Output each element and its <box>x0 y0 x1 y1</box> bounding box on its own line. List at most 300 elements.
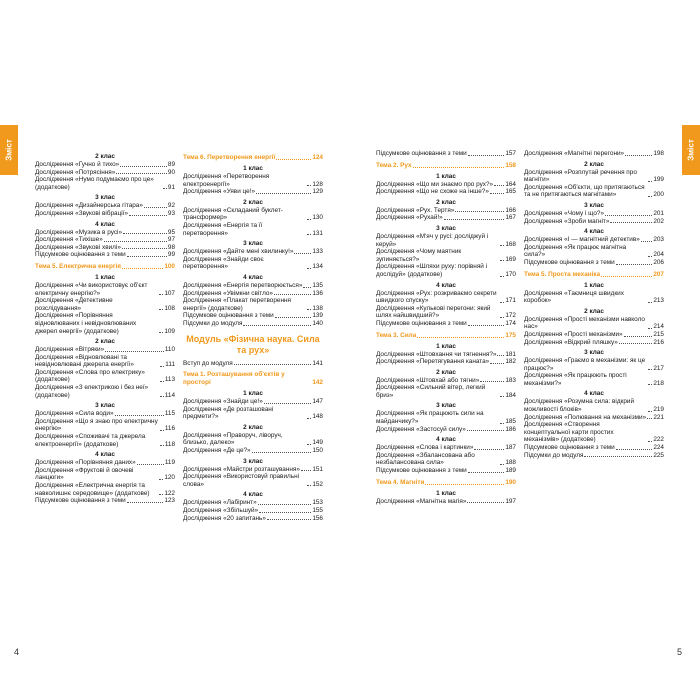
dot-leader <box>129 215 167 216</box>
dot-leader <box>601 276 652 277</box>
dot-leader <box>500 260 504 261</box>
right-page <box>350 0 700 700</box>
grade-heading: 2 клас <box>95 338 115 346</box>
entry-title: Дослідження «Вітряки» <box>35 346 105 354</box>
entry-page-number: 157 <box>505 150 516 157</box>
entry-page-number: 114 <box>164 391 175 399</box>
entry-title: Дослідження «Рух. Тертя» <box>376 206 455 214</box>
entry-page-number: 90 <box>167 168 175 176</box>
entry-title: Дослідження «Де це?» <box>183 447 251 455</box>
dot-leader <box>648 181 652 182</box>
dot-leader <box>307 309 311 310</box>
grade-heading: 4 клас <box>584 390 604 398</box>
entry-page-number: 158 <box>505 161 516 169</box>
dot-leader <box>648 411 652 412</box>
entry-title: Дослідження «Збалансована або незбалансована сила» <box>376 451 475 467</box>
toc-entry[interactable] <box>524 452 664 460</box>
entry-title: Дослідження «Чому і що?» <box>524 209 604 217</box>
dot-leader <box>624 336 653 337</box>
entry-page-number: 188 <box>505 459 516 467</box>
entry-page-number: 168 <box>505 240 516 248</box>
entry-page-number: 183 <box>505 376 516 384</box>
dot-leader <box>243 325 311 326</box>
entry-page-number: 203 <box>653 236 664 244</box>
topic-entry[interactable] <box>376 479 516 487</box>
toc-entry[interactable] <box>524 218 664 226</box>
toc-column-3 <box>376 150 516 505</box>
dot-leader <box>616 264 653 265</box>
grade-heading: 4 клас <box>243 273 263 281</box>
grade-heading: 3 клас <box>95 194 115 202</box>
dot-leader <box>500 302 504 303</box>
toc-entry[interactable] <box>524 169 664 184</box>
dot-leader <box>160 396 164 397</box>
toc-entry[interactable] <box>183 282 323 290</box>
entry-title: Дослідження «Праворуч, ліворуч, близько, далеко» <box>183 431 283 447</box>
entry-page-number: 152 <box>312 480 323 488</box>
entry-page-number: 184 <box>505 391 516 399</box>
grade-heading: 3 клас <box>95 402 115 410</box>
toc-entry[interactable] <box>35 418 175 433</box>
toc-entry[interactable] <box>35 459 175 467</box>
dot-leader <box>494 185 504 186</box>
grade-heading: 3 клас <box>243 240 263 248</box>
toc-entry[interactable] <box>35 467 175 482</box>
toc-entry[interactable] <box>524 290 664 305</box>
toc-entry[interactable] <box>524 236 664 244</box>
toc-entry[interactable] <box>183 360 323 368</box>
grade-heading: 3 клас <box>436 224 456 232</box>
grade-heading: 2 клас <box>436 198 456 206</box>
dot-leader <box>294 253 311 254</box>
entry-page-number: 136 <box>312 289 323 297</box>
entry-title: Підсумкове оцінювання з теми <box>376 467 467 475</box>
entry-page-number: 200 <box>653 191 664 199</box>
dot-leader <box>120 166 167 167</box>
toc-entry[interactable] <box>376 248 516 263</box>
entry-title: Дослідження «Порівняння даних» <box>35 459 136 467</box>
dot-leader <box>625 155 652 156</box>
toc-entry[interactable] <box>183 507 323 515</box>
toc-column-4 <box>524 150 664 459</box>
dot-leader <box>605 215 652 216</box>
entry-title: Дослідження «Уяви це!» <box>183 188 256 196</box>
entry-title: Дослідження «Увімкни світло» <box>183 289 273 297</box>
toc-entry[interactable] <box>376 263 516 278</box>
entry-page-number: 118 <box>164 440 175 448</box>
toc-entry[interactable] <box>376 444 516 452</box>
toc-entry[interactable] <box>524 398 664 413</box>
grade-heading: 3 клас <box>584 349 604 357</box>
toc-entry[interactable] <box>35 210 175 218</box>
dot-leader <box>647 418 652 419</box>
toc-entry[interactable] <box>524 150 664 158</box>
toc-entry[interactable] <box>35 202 175 210</box>
toc-entry[interactable] <box>183 290 323 298</box>
topic-entry[interactable] <box>376 332 516 340</box>
toc-entry[interactable] <box>35 346 175 354</box>
toc-entry[interactable] <box>376 290 516 305</box>
entry-page-number: 218 <box>653 379 664 387</box>
entry-page-number: 97 <box>167 236 175 244</box>
entry-title: Дослідження «Тихіше» <box>35 236 103 244</box>
toc-entry[interactable] <box>524 357 664 372</box>
entry-title: Дослідження «Дайте мені хвилинку!» <box>183 248 294 256</box>
dot-leader <box>274 294 311 295</box>
toc-entry[interactable] <box>183 248 323 256</box>
entry-title: Дослідження «Гучно й тихо» <box>35 161 120 168</box>
entry-title: Дослідження «Перетягування каната» <box>376 358 490 366</box>
entry-title: Дослідження «20 запитань» <box>183 514 266 522</box>
contents-tab-label: Зміст <box>686 139 696 161</box>
entry-title: Дослідження «Збільшуй» <box>183 507 259 515</box>
entry-page-number: 167 <box>505 214 516 222</box>
dot-leader <box>259 512 311 513</box>
entry-page-number: 138 <box>312 304 323 312</box>
entry-page-number: 128 <box>312 180 323 188</box>
toc-entry[interactable] <box>183 222 323 237</box>
topic-entry[interactable] <box>183 154 323 162</box>
entry-page-number: 116 <box>164 425 175 433</box>
grade-heading: 1 клас <box>584 281 604 289</box>
page-number-right: 5 <box>676 647 682 657</box>
entry-page-number: 141 <box>312 359 323 367</box>
entry-title: Дослідження «Що ми знаємо про рух?» <box>376 180 494 188</box>
toc-entry[interactable] <box>524 244 664 259</box>
grade-heading: 1 клас <box>95 273 115 281</box>
entry-title: Дослідження «Як працює магнітна сила?» <box>524 243 627 259</box>
toc-entry[interactable] <box>35 161 175 169</box>
entry-page-number: 124 <box>312 154 323 161</box>
grade-heading: 1 клас <box>436 172 456 180</box>
dot-leader <box>468 325 505 326</box>
dot-leader <box>252 452 312 453</box>
entry-title: Дослідження «Чи використовує об'єкт електричну енергію?» <box>35 281 148 297</box>
entry-page-number: 221 <box>653 413 664 421</box>
dot-leader <box>159 332 163 333</box>
entry-page-number: 155 <box>312 507 323 515</box>
entry-title: Дослідження «Електрична енергія та навколишнє середовище» (додаткове) <box>35 482 150 497</box>
topic-entry[interactable] <box>524 271 664 279</box>
toc-entry[interactable] <box>524 444 664 452</box>
entry-page-number: 224 <box>653 444 664 452</box>
entry-title: Дослідження «Штовхання чи тягнення?» <box>376 350 497 358</box>
toc-entry[interactable] <box>524 372 664 387</box>
dot-leader <box>123 233 167 234</box>
grade-heading: 1 клас <box>243 390 263 398</box>
entry-title: Підсумкове оцінювання з теми <box>376 319 467 327</box>
dot-leader <box>301 470 311 471</box>
entry-page-number: 133 <box>312 248 323 256</box>
dot-leader <box>303 287 311 288</box>
entry-page-number: 187 <box>505 444 516 452</box>
entry-title: Дослідження «Споживачі та джерела електроенергії» (додаткове) <box>35 433 146 448</box>
toc-entry[interactable] <box>35 236 175 244</box>
entry-title: Дослідження «Плакат перетворення енергії» (додаткове) <box>183 297 291 312</box>
toc-entry[interactable] <box>183 256 323 271</box>
toc-entry[interactable] <box>183 320 323 328</box>
dot-leader <box>500 423 504 424</box>
entry-page-number: 166 <box>505 206 516 214</box>
entry-page-number: 120 <box>164 474 175 482</box>
dot-leader <box>641 241 653 242</box>
toc-entry[interactable] <box>524 331 664 339</box>
dot-leader <box>307 234 311 235</box>
toc-entry[interactable] <box>35 482 175 497</box>
grade-heading: 4 клас <box>95 220 115 228</box>
dot-leader <box>474 449 504 450</box>
toc-entry[interactable] <box>35 433 175 448</box>
entry-title: Тема 6. Перетворення енергії <box>183 154 276 161</box>
toc-entry[interactable] <box>376 358 516 366</box>
grade-heading: 4 клас <box>436 436 456 444</box>
grade-heading: 2 клас <box>243 198 263 206</box>
grade-heading: 4 клас <box>95 451 115 459</box>
toc-entry[interactable] <box>376 410 516 425</box>
dot-leader <box>497 355 504 356</box>
dot-leader <box>144 207 167 208</box>
entry-title: Дослідження «Енергія та її перетворення» <box>183 221 263 237</box>
dot-leader <box>648 384 652 385</box>
entry-title: Підсумки до модуля <box>524 451 584 459</box>
entry-title: Дослідження «Відновлювані та невідновлювані джерела енергії» <box>35 353 134 369</box>
grade-heading: 2 клас <box>584 307 604 315</box>
grade-heading: 3 клас <box>243 457 263 465</box>
entry-page-number: 150 <box>312 447 323 455</box>
entry-title: Дослідження «Створення концептуальної карти простих механізмів» (додаткове) <box>524 421 614 444</box>
entry-page-number: 140 <box>312 319 323 327</box>
entry-page-number: 107 <box>164 289 175 297</box>
toc-entry[interactable] <box>183 297 323 312</box>
toc-entry[interactable] <box>183 398 323 406</box>
entry-page-number: 110 <box>164 346 175 354</box>
entry-title: Дослідження «Полювання на механізми» <box>524 413 647 421</box>
toc-entry[interactable] <box>35 282 175 297</box>
toc-entry[interactable] <box>35 297 175 312</box>
dot-leader <box>500 276 504 277</box>
toc-entry[interactable] <box>376 233 516 248</box>
toc-entry[interactable] <box>376 188 516 196</box>
grade-heading: 2 клас <box>95 153 115 160</box>
entry-title: Підсумкове оцінювання з теми <box>35 497 126 505</box>
toc-entry[interactable] <box>376 498 516 506</box>
toc-entry[interactable] <box>183 515 323 523</box>
dot-leader <box>616 449 653 450</box>
grade-heading: 2 клас <box>436 368 456 376</box>
dot-leader <box>648 196 652 197</box>
entry-page-number: 206 <box>653 258 664 266</box>
toc-entry[interactable] <box>524 339 664 347</box>
dot-leader <box>490 193 504 194</box>
contents-tab-right <box>682 125 700 175</box>
toc-entry[interactable] <box>376 452 516 467</box>
grade-heading: 2 клас <box>584 160 604 168</box>
dot-leader <box>276 159 311 160</box>
toc-entry[interactable] <box>35 354 175 369</box>
entry-title: Дослідження «Що не схоже на інше?» <box>376 188 489 196</box>
toc-entry[interactable] <box>376 214 516 222</box>
entry-title: Дослідження «Як працюють прості механізми?» <box>524 372 627 387</box>
dot-leader <box>264 403 312 404</box>
entry-title: Дослідження «Складаний буклет-трансформер» <box>183 206 283 222</box>
entry-page-number: 99 <box>167 251 175 259</box>
toc-entry[interactable] <box>35 384 175 399</box>
entry-page-number: 91 <box>167 183 175 191</box>
grade-heading: 4 клас <box>584 228 604 236</box>
contents-tab-left <box>0 125 18 175</box>
dot-leader <box>480 381 504 382</box>
dot-leader <box>500 317 504 318</box>
entry-page-number: 170 <box>505 270 516 278</box>
entry-title: Дослідження «Таємниця швидких коробок» <box>524 289 624 305</box>
dot-leader <box>275 317 312 318</box>
entry-page-number: 225 <box>653 451 664 459</box>
entry-page-number: 147 <box>312 398 323 406</box>
toc-entry[interactable] <box>524 421 664 444</box>
entry-title: Дослідження «Магнітні перегони» <box>524 150 625 157</box>
dot-leader <box>307 185 311 186</box>
toc-entry[interactable] <box>35 176 175 191</box>
toc-entry[interactable] <box>524 316 664 331</box>
entry-title: Дослідження «Рух: розкриваємо секрети швидкого спуску» <box>376 289 497 305</box>
entry-title: Дослідження «Шляхи руху: порівняй і дослідуй» (додаткове) <box>376 263 488 278</box>
topic-entry[interactable] <box>183 371 323 387</box>
dot-leader <box>159 294 163 295</box>
entry-page-number: 148 <box>312 413 323 421</box>
toc-entry[interactable] <box>376 305 516 320</box>
dot-leader <box>417 337 504 338</box>
entry-title: Дослідження «Дизайнерська гітара» <box>35 202 143 210</box>
entry-page-number: 122 <box>164 489 175 497</box>
entry-page-number: 134 <box>312 263 323 271</box>
toc-entry[interactable] <box>376 351 516 359</box>
toc-entry[interactable] <box>183 499 323 507</box>
entry-page-number: 172 <box>505 312 516 320</box>
toc-entry[interactable] <box>524 259 664 267</box>
entry-page-number: 189 <box>505 467 516 475</box>
toc-column-2 <box>183 150 323 522</box>
entry-page-number: 185 <box>505 418 516 426</box>
toc-entry[interactable] <box>35 312 175 335</box>
toc-entry[interactable] <box>183 406 323 421</box>
contents-tab-label: Зміст <box>4 139 14 161</box>
toc-entry[interactable] <box>183 312 323 320</box>
toc-entry[interactable] <box>183 473 323 488</box>
entry-title: Дослідження «Що я знаю про електричну енергію» <box>35 417 158 433</box>
toc-entry[interactable] <box>35 497 175 505</box>
dot-leader <box>648 256 652 257</box>
grade-heading: 1 клас <box>436 342 456 350</box>
toc-entry[interactable] <box>183 173 323 188</box>
dot-leader <box>267 519 311 520</box>
entry-page-number: 165 <box>505 188 516 196</box>
entry-page-number: 115 <box>164 410 175 418</box>
entry-page-number: 171 <box>505 297 516 305</box>
entry-title: Дослідження «Майстри розташування» <box>183 465 300 473</box>
entry-title: Дослідження «Об'єкти, що притягаються та не притягаються магнітами» <box>524 183 645 199</box>
toc-entry[interactable] <box>35 369 175 384</box>
entry-page-number: 217 <box>653 364 664 372</box>
entry-title: Тема 2. Рух <box>376 161 412 169</box>
entry-title: Дослідження «Застосуй силу» <box>376 425 466 433</box>
entry-page-number: 92 <box>167 202 175 210</box>
entry-page-number: 190 <box>505 478 516 486</box>
entry-page-number: 202 <box>653 217 664 225</box>
entry-page-number: 222 <box>653 436 664 444</box>
entry-page-number: 119 <box>164 459 175 467</box>
grade-heading: 3 клас <box>584 201 604 209</box>
entry-title: Підсумкове оцінювання з теми <box>376 150 467 157</box>
toc-entry[interactable] <box>376 150 516 158</box>
entry-title: Дослідження «Магнітна магія» <box>376 497 467 505</box>
entry-title: Дослідження «Енергія перетворюється» <box>183 281 303 289</box>
entry-page-number: 142 <box>312 379 323 387</box>
grade-heading: 2 клас <box>243 423 263 431</box>
entry-page-number: 197 <box>505 497 516 505</box>
toc-entry[interactable] <box>376 384 516 399</box>
toc-entry[interactable] <box>183 432 323 447</box>
entry-page-number: 135 <box>312 281 323 289</box>
entry-title: Підсумкове оцінювання з теми <box>524 258 615 266</box>
toc-entry[interactable] <box>376 467 516 475</box>
entry-page-number: 204 <box>653 251 664 259</box>
dot-leader <box>413 167 505 168</box>
toc-entry[interactable] <box>524 184 664 199</box>
toc-entry[interactable] <box>35 410 175 418</box>
dot-leader <box>159 479 163 480</box>
toc-entry[interactable] <box>376 426 516 434</box>
entry-page-number: 214 <box>653 323 664 331</box>
toc-entry[interactable] <box>376 320 516 328</box>
entry-page-number: 100 <box>164 262 175 270</box>
topic-entry[interactable] <box>35 263 175 271</box>
entry-page-number: 219 <box>653 406 664 414</box>
dot-leader <box>467 502 504 503</box>
entry-title: Дослідження «Кулькові перегони: який шлях найшвидший?» <box>376 304 491 320</box>
entry-title: Дослідження «Слова про електрику» (додаткове) <box>35 368 145 384</box>
toc-entry[interactable] <box>524 210 664 218</box>
entry-title: Дослідження «Слова і картинки» <box>376 444 474 452</box>
entry-title: Дослідження «Граємо в механізми: як це працює?» <box>524 357 646 372</box>
entry-page-number: 129 <box>312 188 323 196</box>
dot-leader <box>307 444 311 445</box>
toc-column-1 <box>35 150 175 505</box>
entry-page-number: 108 <box>164 304 175 312</box>
entry-title: Дослідження «Сила води» <box>35 410 114 418</box>
entry-page-number: 198 <box>653 150 664 157</box>
entry-title: Тема 5. Проста механіка <box>524 270 601 278</box>
grade-heading: 4 клас <box>436 281 456 289</box>
entry-title: Дослідження «Звукові вібрації» <box>35 209 129 217</box>
entry-title: Підсумкове оцінювання з теми <box>35 251 126 259</box>
grade-heading: 1 клас <box>436 489 456 497</box>
entry-title: Дослідження «Рухай!» <box>376 214 443 222</box>
entry-page-number: 216 <box>653 338 664 346</box>
entry-page-number: 153 <box>312 499 323 507</box>
toc-entry[interactable] <box>183 188 323 196</box>
entry-title: Дослідження «Розплутай речення про магніти» <box>524 168 637 184</box>
module-heading: Модуль «Фізична наука. Сила та рух» <box>186 333 320 355</box>
toc-entry[interactable] <box>183 447 323 455</box>
toc-entry[interactable] <box>183 207 323 222</box>
entry-page-number: 213 <box>653 297 664 305</box>
entry-title: Дослідження «Розумна сила: відкрий можливості блоків» <box>524 398 635 414</box>
dot-leader <box>160 445 164 446</box>
dot-leader <box>256 193 311 194</box>
topic-entry[interactable] <box>376 162 516 170</box>
entry-page-number: 109 <box>164 327 175 335</box>
toc-entry[interactable] <box>35 251 175 259</box>
